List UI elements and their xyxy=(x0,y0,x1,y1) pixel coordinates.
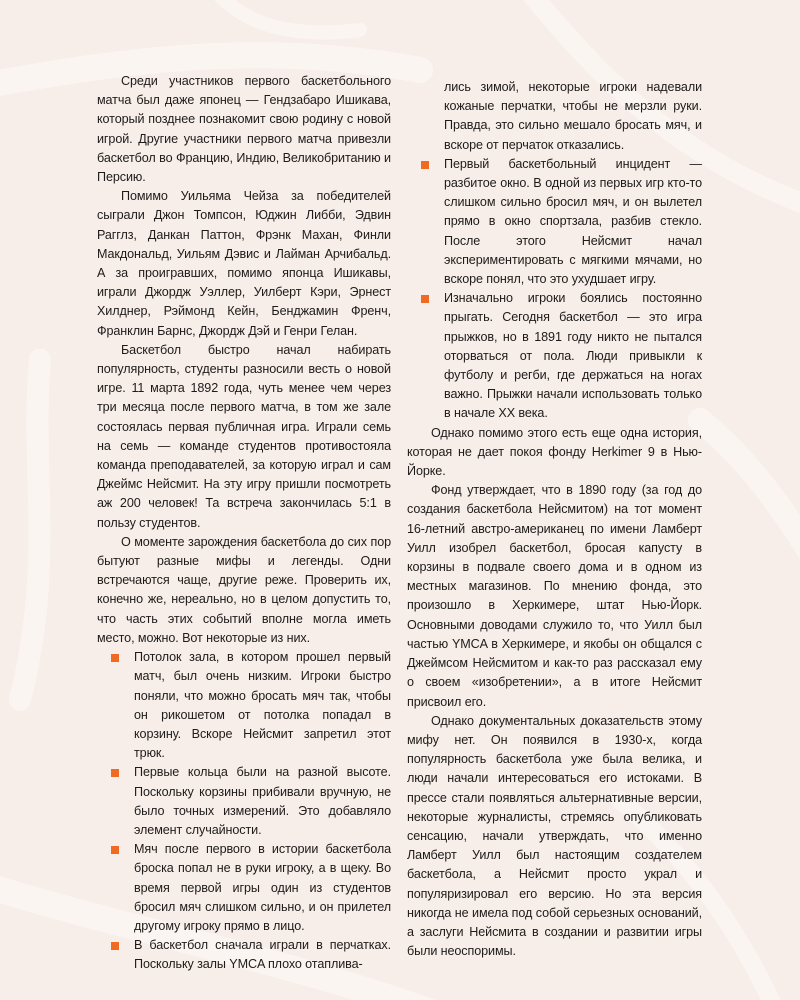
myths-list xyxy=(97,648,391,974)
list-item xyxy=(97,840,391,936)
list-item xyxy=(97,936,391,974)
paragraph-myths-intro: О моменте зарождения баскетбола до сих пор бытуют разные мифы и легенды. Одни встречаются чаще, другие реже. Проверить их, конечно же, нереально, но в целом допустить то, что часть этих событий вполне могла иметь место, можно. Вот некоторые из них. xyxy=(97,534,391,645)
list-item-text: Потолок зала, в котором прошел первый матч, был очень низким. Игроки быстро поняли, что можно бросать мяч так, чтобы он рикошетом от потолка попадал в корзину. Вскоре Нейсмит запретил этот трюк. xyxy=(134,650,391,761)
myths-list-continued xyxy=(407,78,702,424)
paragraph-team-rosters: Помимо Уильяма Чейза за победителей сыграли Джон Томпсон, Юджин Либби, Эдвин Рагглз, Данкан Паттон, Фрэнк Махан, Финли Макдональд, Уильям Дэвис и Лайман Арчибальд. А за проигравших, помимо японца Ишикавы, играли Джордж Уэллер, Уилберт Кэри, Эрнест Хилднер, Рэймонд Кейн, Бенджамин Френч, Франклин Барнс, Джордж Дэй и Генри Гелан. xyxy=(97,189,391,338)
bullet-square-icon xyxy=(111,769,119,777)
list-item-text: Первые кольца были на разной высоте. Поскольку корзины прибивали вручную, не было точных измерений. Это добавляло элемент случайности. xyxy=(134,765,391,837)
list-item-text: В баскетбол сначала играли в перчатках. Поскольку залы YMCA плохо отаплива- xyxy=(134,938,391,972)
paragraph-myth-debunk: Однако документальных доказательств этому мифу нет. Он появился в 1930-х, когда популярность баскетбола уже была велика, и люди начали интересоваться его истоками. В прессе стали появляться альтернативные версии, некоторые журналисты, стремясь опубликовать сенсацию, начали утверждать, что именно Ламберт Уилл был настоящим создателем баскетбола, а Нейсмит просто украл и популяризировал его версию. Но эта версия никогда не имела под собой серьезных оснований, а заслуги Нейсмита в создании и развитии игры были неоспоримы. xyxy=(407,713,702,959)
list-item xyxy=(97,763,391,840)
left-column xyxy=(97,72,391,975)
bullet-square-icon xyxy=(421,295,429,303)
list-item xyxy=(407,155,702,289)
bullet-square-icon xyxy=(111,942,119,950)
list-item xyxy=(97,648,391,763)
right-column xyxy=(407,78,702,961)
paragraph-herkimer-story: Однако помимо этого есть еще одна история, которая не дает покоя фонду Herkimer 9 в Нью-Йорке. xyxy=(407,425,702,479)
list-item xyxy=(407,289,702,423)
list-item-text: Изначально игроки боялись постоянно прыгать. Сегодня баскетбол — это игра прыжков, но в 1891 году никто не пытался оторваться от пола. Люди привыкли к футболу и регби, где держаться на ногах важно. Прыжки начали использовать только в начале XX века. xyxy=(444,291,702,421)
list-item-text: Мяч после первого в истории баскетбола броска попал не в руки игроку, а в щеку. Во время первой игры один из студентов бросил мяч слишком сильно, и он прилетел другому игроку прямо в лицо. xyxy=(134,842,391,933)
paragraph-lambert-will-claim: Фонд утверждает, что в 1890 году (за год до создания баскетбола Нейсмитом) на тот момент 16-летний австро-американец по имени Ламберт Уилл изобрел баскетбол, бросая капусту в корзины в подвале своего дома и в одном из местных магазинов. По мнению фонда, это произошло в Херкимере, штат Нью-Йорк. Основными доводами служило то, что Уилл был частью YMCA в Херкимере, и якобы он общался с Джеймсом Нейсмитом и как-то раз рассказал ему о своем «изобретении», а в итоге Нейсмит присвоил его. xyxy=(407,483,702,709)
paragraph-japanese-player: Среди участников первого баскетбольного матча был даже японец — Гендзабаро Ишикава, который позднее познакомит свою родину с новой игрой. Другие участники первого матча привезли баскетбол во Францию, Индию, Великобританию и Персию. xyxy=(97,74,391,185)
bullet-square-icon xyxy=(111,846,119,854)
list-item-text: Первый баскетбольный инцидент — разбитое окно. В одной из первых игр кто-то слишком сильно бросил мяч, и он вылетел прямо в окно спортзала, разбив стекло. После этого Нейсмит начал экспериментировать с мягкими мячами, но вскоре понял, что это ухудшает игру. xyxy=(444,156,702,287)
paragraph-first-public-game: Баскетбол быстро начал набирать популярность, студенты разносили весть о новой игре. 11 марта 1892 года, чуть менее чем через три месяца после первого матча, в том же зале состоялась первая публичная игра. Играли семь на семь — команде студентов противостояла команда преподавателей, за которую играл и сам Джеймс Нейсмит. На эту игру пришли посмотреть аж 200 человек! Та встреча закончилась 5:1 в пользу студентов. xyxy=(97,342,391,530)
list-item-text: лись зимой, некоторые игроки надевали кожаные перчатки, чтобы не мерзли руки. Правда, это сильно мешало бросать мяч, и вскоре от перчаток отказались. xyxy=(444,80,702,152)
bullet-square-icon xyxy=(111,654,119,662)
bullet-square-icon xyxy=(421,161,429,169)
list-item-continued xyxy=(407,78,702,155)
